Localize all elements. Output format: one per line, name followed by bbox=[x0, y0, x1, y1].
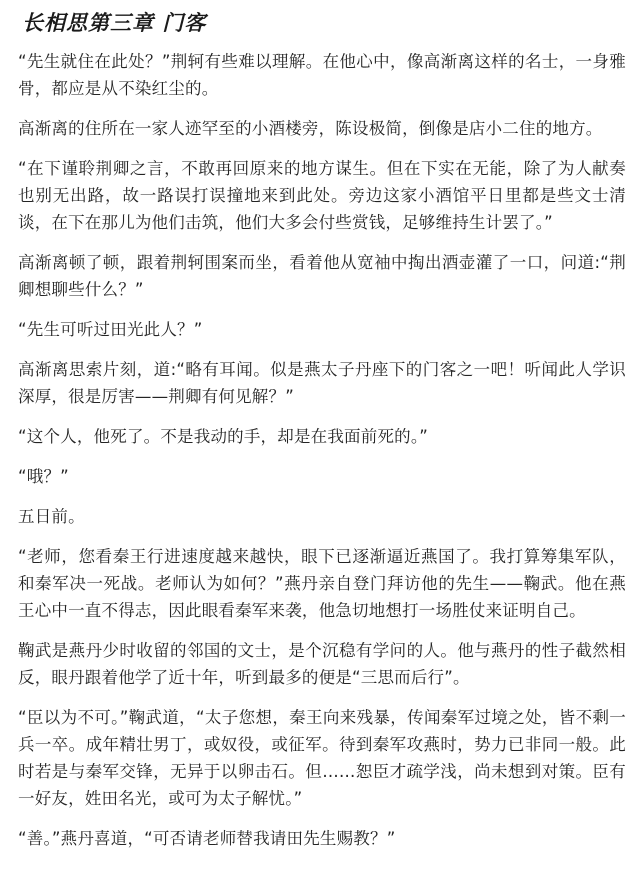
paragraph: “哦？” bbox=[18, 467, 69, 486]
paragraph: “先生可听过田光此人？” bbox=[18, 320, 203, 339]
paragraph: “先生就住在此处？”荆轲有些难以理解。在他心中，像高渐离这样的名士，一身雅骨，都应是从不染红尘的。 bbox=[18, 52, 626, 98]
paragraph: “老师，您看秦王行进速度越来越快，眼下已逐渐逼近燕国了。我打算筹集军队，和秦军决一死战。老师认为如何？”燕丹亲自登门拜访他的先生——鞠武。他在燕王心中一直不得志，因此眼看秦军来袭，他急切地想打一场胜仗来证明自己。 bbox=[18, 547, 626, 620]
chapter-title: 长相思第三章 门客 bbox=[22, 10, 207, 35]
paragraph: “这个人，他死了。不是我动的手，却是在我面前死的。” bbox=[18, 427, 429, 446]
paragraph: “在下谨聆荆卿之言，不敢再回原来的地方谋生。但在下实在无能，除了为人献奏也别无出路，故一路误打误撞地来到此处。旁边这家小酒馆平日里都是些文士清谈，在下在那儿为他们击筑，他们大多会付些赏钱，足够维持生计罢了。” bbox=[18, 159, 626, 232]
paragraph: 鞠武是燕丹少时收留的邻国的文士，是个沉稳有学问的人。他与燕丹的性子截然相反，眼丹跟着他学了近十年，听到最多的便是“三思而后行”。 bbox=[18, 641, 626, 687]
paragraph: “善。”燕丹喜道，“可否请老师替我请田先生赐教？” bbox=[18, 829, 396, 848]
paragraph: 高渐离思索片刻，道:“略有耳闻。似是燕太子丹座下的门客之一吧！听闻此人学识深厚，很是厉害——荆卿有何见解？” bbox=[18, 360, 626, 406]
paragraph: 高渐离顿了顿，跟着荆轲围案而坐，看着他从宽袖中掏出酒壶灌了一口，问道:“荆卿想聊些什么？” bbox=[18, 253, 626, 299]
paragraph: “臣以为不可。”鞠武道，“太子您想，秦王向来残暴，传闻秦军过境之处，皆不剩一兵一卒。成年精壮男丁，或奴役，或征军。待到秦军攻燕时，势力已非同一般。此时若是与秦军交锋，无异于以卵击石。但……恕臣才疏学浅，尚未想到对策。臣有一好友，姓田名光，或可为太子解忧。” bbox=[18, 708, 626, 808]
paragraph: 高渐离的住所在一家人迹罕至的小酒楼旁，陈设极简，倒像是店小二住的地方。 bbox=[18, 119, 603, 138]
paragraph: 五日前。 bbox=[18, 507, 85, 526]
